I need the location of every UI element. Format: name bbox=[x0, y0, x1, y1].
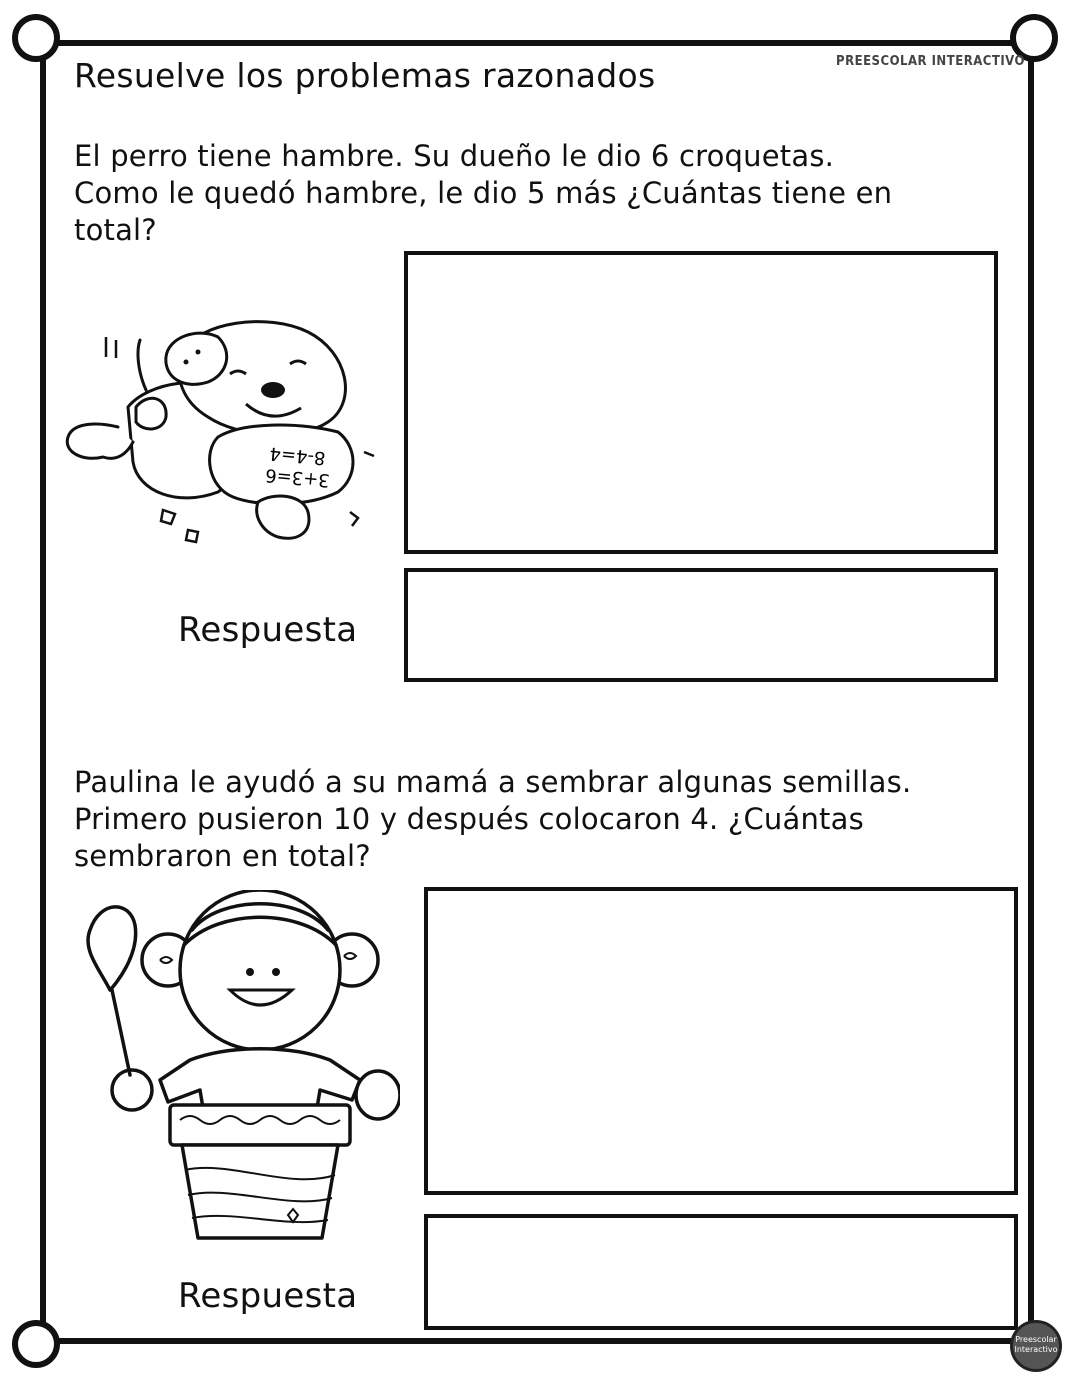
problem-line: Primero pusieron 10 y después colocaron 4. ¿Cuántas bbox=[74, 802, 864, 836]
problem-line: Paulina le ayudó a su mamá a sembrar algunas semillas. bbox=[74, 765, 912, 799]
corner-circle-top-left bbox=[12, 14, 60, 62]
problem-2-text bbox=[74, 764, 911, 875]
work-area-box[interactable] bbox=[424, 887, 1018, 1195]
answer-box[interactable] bbox=[404, 568, 998, 682]
answer-label: Respuesta bbox=[178, 610, 358, 650]
girl-in-flowerpot-icon bbox=[60, 890, 400, 1250]
answer-box[interactable] bbox=[424, 1214, 1018, 1330]
page-title: Resuelve los problemas razonados bbox=[74, 56, 656, 95]
problem-line: Como le quedó hambre, le dio 5 más ¿Cuántas tiene en bbox=[74, 176, 893, 210]
answer-label: Respuesta bbox=[178, 1276, 358, 1316]
rock-equation: 3+3=6 bbox=[264, 464, 331, 491]
dog-with-math-rock-icon bbox=[58, 312, 388, 562]
problem-line: total? bbox=[74, 213, 157, 247]
corner-circle-bottom-left bbox=[12, 1320, 60, 1368]
problem-line: El perro tiene hambre. Su dueño le dio 6 croquetas. bbox=[74, 139, 835, 173]
brand-label: PREESCOLAR INTERACTIVO bbox=[836, 54, 1025, 69]
work-area-box[interactable] bbox=[404, 251, 998, 554]
rock-equation: 8-4=4 bbox=[268, 442, 327, 469]
brand-logo: Preescolar Interactivo bbox=[1010, 1320, 1062, 1372]
problem-line: sembraron en total? bbox=[74, 839, 371, 873]
problem-1-text bbox=[74, 138, 892, 249]
